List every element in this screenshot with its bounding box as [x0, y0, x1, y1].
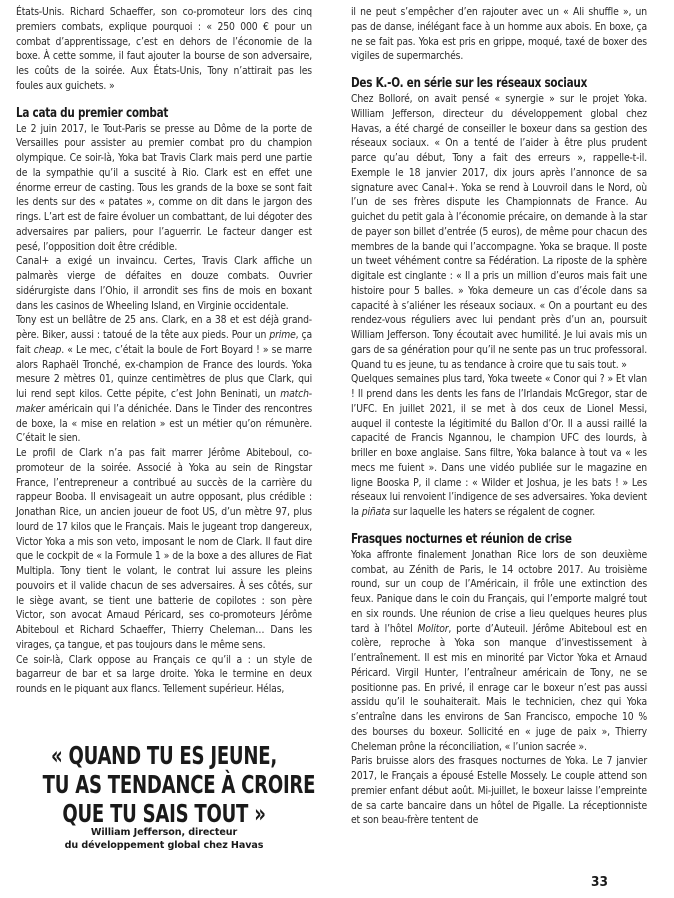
text-run: Tony est un bellâtre de 25 ans. Clark, en a 38 et est déjà grand-père. Biker, aussi : tatoué de la tête aux pieds. Pour un: [16, 314, 312, 341]
italic-term: match-maker: [16, 388, 312, 415]
section-heading: Frasques nocturnes et réunion de crise: [351, 530, 572, 547]
pull-quote-text: [42, 741, 316, 828]
text-run: , ça fait: [16, 329, 312, 356]
attribution-line: du développement global chez Havas: [64, 839, 264, 851]
pull-quote-attribution: [16, 827, 312, 852]
paragraph: Le 2 juin 2017, le Tout-Paris se presse au Dôme de la porte de Versailles pour assister au premier combat pro du champion olympique. Ce soir-là, Yoka bat Travis Clark mais perd une partie de la sympathie qu’il a suscité à Rio. Clark est en effet une énorme erreur de casting. Tous les grands de la boxe se sont fait les dents sur des « patates », comme on dit dans le jargon des rings. L’art est de faire évoluer un combattant, de lui dégoter des adversaires par paliers, pour l’aguerrir. Le facteur danger est pesé, l’opposition doit être crédible.: [16, 122, 312, 253]
italic-term: Molitor: [417, 622, 449, 635]
pull-quote-line: TU AS TENDANCE À CROIRE: [42, 770, 316, 799]
text-run: . « Le mec, c’était la boule de Fort Boyard ! » se marre alors Raphaël Tronché, ex-champion de France des lourds. Yoka mesure 2 mètres 01, quinze centimètres de plus que Clark, qui lui rend sept kilos. Cette pépite, c’est John Beninati, un: [16, 343, 312, 400]
paragraph: États-Unis. Richard Schaeffer, son co-promoteur lors des cinq premiers combats, explique pourquoi : « 250 000 € pour un combat d’apprentissage, c’est en dehors de l’économie de la boxe. À cette somme, il faut ajouter la bourse de son adversaire, les coûts de la soirée. Aux États-Unis, Tony n’attirait pas les foules aux guichets. »: [16, 6, 312, 92]
italic-term: cheap: [33, 343, 62, 356]
pull-quote-line: QUE TU SAIS TOUT »: [62, 799, 266, 828]
pull-quote-line: « QUAND TU ES JEUNE,: [51, 741, 277, 770]
text-run: Quelques semaines plus tard, Yoka tweete « Conor qui ? » Et vlan ! Il prend dans les dents les fans de l’Irlandais McGregor, star de l’UFC. En juillet 2021, il se met à dos ceux de Lionel Messi, auquel il conteste la légitimité du Ballon d’Or. Il a aussi raillé la capacité de Francis Ngannou, le champion UFC des lourds, à briller en boxe anglaise. Sans filtre, Yoka balance à tout va « les mecs me fuient ». Dans une vidéo publiée sur le magazine en ligne Booska P, il clame : « Wilder et Joshua, je les bats ! » Les réseaux lui renvoient l’indigence de ses adversaires. Yoka devient la: [351, 373, 647, 518]
paragraph: [351, 372, 647, 520]
paragraph: Chez Bolloré, on avait pensé « synergie » sur le projet Yoka. William Jefferson, directeur du développement global chez Havas, a été chargé de conseiller le boxeur dans sa gestion des réseaux sociaux. « On a tenté de l’aider à être plus prudent parce qu’au début, Tony a fait des erreurs », rappelle-t-il. Exemple le 18 janvier 2017, dix jours après l’annonce de sa signature avec Canal+. Yoka se rend à Louvroil dans le Nord, où l’un de ses frères dispute les Championnats de France. Au guichet du petit gala à l’économie précaire, on demande à la star de payer son billet d’entrée (5 euros), de même pour chacun des membres de la bande qui l’accompagne. Yoka se braque. Il poste un tweet véhément contre sa Fédération. La riposte de la sphère digitale est cinglante : « Il a pris un million d’euros mais fait une histoire pour 5 balles. » Yoka demeure un cas d’école dans sa capacité à s’aliéner les réseaux sociaux. « On a pourtant eu des rendez-vous réguliers avec lui pendant près d’un an, poursuit William Jefferson. Tony écoutait avec humilité. Je lui avais mis un gars de sa génération pour qu’il ne sente pas un truc professoral. Quand tu es jeune, tu as tendance à croire que tu sais tout. »: [351, 93, 647, 371]
pull-quote: [16, 741, 316, 852]
paragraph: Paris bruisse alors des frasques nocturnes de Yoka. Le 7 janvier 2017, le Français a épousé Estelle Mossely. Le couple attend son premier enfant début août. Mi-juillet, le boxeur laisse l’empreinte de sa carte bancaire dans un hôtel de Pigalle. La réceptionniste et son beau-frère tentent de: [351, 755, 647, 827]
paragraph: Ce soir-là, Clark oppose au Français ce qu’il a : un style de bagarreur de bar et sa large droite. Yoka le termine en deux rounds en le piquant aux flancs. Tellement supérieur. Hélas,: [16, 653, 312, 695]
right-column: [351, 5, 647, 828]
italic-term: piñata: [361, 506, 391, 518]
page-number: 33: [591, 874, 608, 890]
section-heading: Des K.-O. en série sur les réseaux sociaux: [351, 75, 588, 91]
paragraph: [351, 548, 647, 755]
text-run: , porte d’Auteuil. Jérôme Abiteboul est en colère, reproche à Yoka son manque d’investissement à l’entraînement. Il est mis en minorité par Victor Yoka et Arnaud Péricard. Virgil Hunter, l’entraîneur américain de Tony, ne se positionne pas. En privé, il enrage car le boxeur n’est pas aussi assidu qu’il le souhaiterait. Mais le technicien, chez qui Yoka s’entraîne dans les environs de San Francisco, empoche 10 % des bourses du boxeur. Sollicité en « juge de paix », Thierry Cheleman prône la réconciliation, « l’union sacrée ».: [351, 622, 647, 753]
paragraph: [16, 313, 312, 446]
text-run: Yoka affronte finalement Jonathan Rice lors de son deuxième combat, au Zénith de Paris, le 14 octobre 2017. Au troisième round, sur un coup de l’Américain, il frôle une extinction des feux. Panique dans le coin du Français, qui l’emporte malgré tout en six rounds. Une réunion de crise a lieu quelques heures plus tard à l’hôtel: [351, 548, 647, 635]
section-heading: La cata du premier combat: [16, 104, 169, 121]
paragraph: Le profil de Clark n’a pas fait marrer Jérôme Abiteboul, co-promoteur de la soirée. Associé à Yoka au sein de Ringstar France, l’entrepreneur a contribué au succès de la carrière du rappeur Booba. Il envisageait un autre opposant, plus crédible : Jonathan Rice, un ancien joueur de foot US, d’un mètre 97, plus lourd de 17 kilos que le Français. Mais le jugeant trop dangereux, Victor Yoka a mis son veto, imposant le nom de Clark. Il faut dire que le cockpit de « la Formule 1 » de la boxe a des allures de Fiat Multipla. Tony tient le volant, le contrat lui assure les pleins pouvoirs et il valide chacun de ses adversaires. À ses côtés, sur le siège avant, se tient une batterie de copilotes : son père Victor, son avocat Arnaud Péricard, ses co-promoteurs Jérôme Abiteboul et Richard Schaeffer, Thierry Cheleman… Dans les virages, ça tangue, et pas toujours dans le même sens.: [16, 447, 312, 651]
paragraph: Canal+ a exigé un invaincu. Certes, Travis Clark affiche un palmarès vierge de défaites en douze combats. Ouvrier sidérurgiste dans l’Ohio, il arrondit ses fins de mois en boxant dans les casinos de Wheeling Island, en Virginie occidentale.: [16, 255, 312, 312]
italic-term: prime: [269, 329, 296, 341]
paragraph: il ne peut s’empêcher d’en rajouter avec un « Ali shuffle », un pas de danse, inélégant face à un homme aux abois. En boxe, ça ne se fait pas. Yoka est pris en grippe, moqué, taxé de boxer des vigiles de supermarchés.: [351, 6, 647, 63]
text-run: américain qui l’a dénichée. Dans le Tinder des rencontres de boxe, la « mise en relation » est un métier qu’on rémunère. C’était le sien.: [16, 402, 312, 445]
left-column: [16, 5, 312, 697]
attribution-line: William Jefferson, directeur: [90, 827, 238, 838]
text-run: sur laquelle les haters se régalent de cogner.: [390, 506, 596, 518]
